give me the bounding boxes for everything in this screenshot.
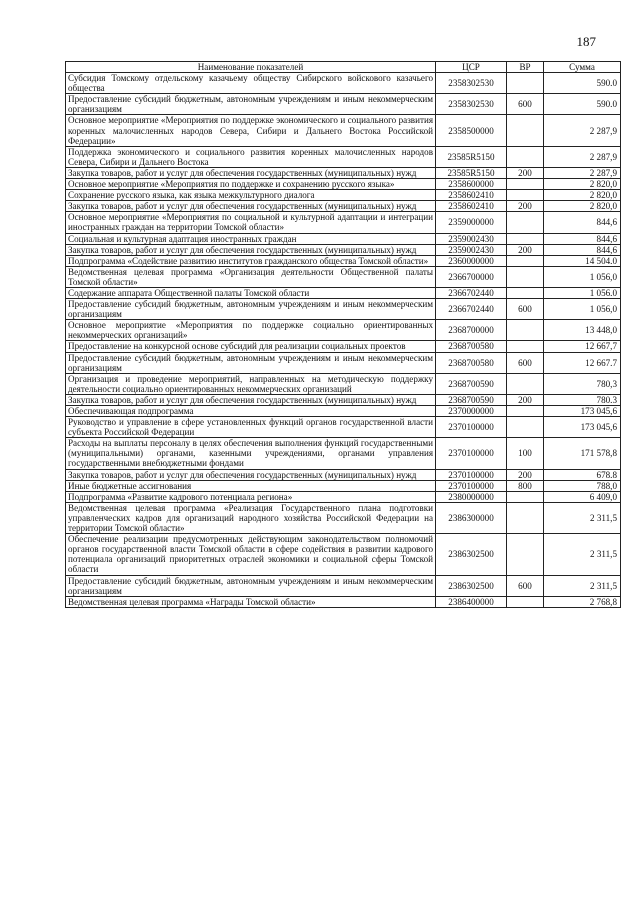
- cell-vr: [507, 179, 544, 190]
- cell-code: 2359002430: [436, 244, 507, 255]
- cell-vr: 800: [507, 480, 544, 491]
- cell-vr: 600: [507, 94, 544, 115]
- cell-name: Основное мероприятие «Мероприятия по поддержке социально ориентированных некоммерческих организаций»: [66, 320, 436, 341]
- table-row: [66, 575, 621, 596]
- cell-vr: 200: [507, 244, 544, 255]
- table-row: [66, 179, 621, 190]
- budget-table: [65, 61, 621, 608]
- cell-vr: [507, 115, 544, 146]
- table-row: [66, 406, 621, 417]
- cell-name: Предоставление на конкурсной основе субсидий для реализации социальных проектов: [66, 341, 436, 352]
- cell-code: 2358302530: [436, 73, 507, 94]
- table-row: [66, 534, 621, 575]
- cell-name: Иные бюджетные ассигнования: [66, 480, 436, 491]
- table-row: [66, 201, 621, 212]
- cell-sum: 788,0: [544, 480, 621, 491]
- cell-vr: 200: [507, 201, 544, 212]
- cell-code: 2360000000: [436, 255, 507, 266]
- cell-vr: 100: [507, 438, 544, 469]
- cell-name: Предоставление субсидий бюджетным, автономным учреждениям и иным некоммерческим организациям: [66, 352, 436, 373]
- table-row: [66, 94, 621, 115]
- cell-code: 2370100000: [436, 438, 507, 469]
- table-row: [66, 244, 621, 255]
- cell-sum: 844,6: [544, 212, 621, 233]
- cell-name: Содержание аппарата Общественной палаты Томской области: [66, 287, 436, 298]
- table-row: [66, 596, 621, 607]
- cell-sum: 844,6: [544, 244, 621, 255]
- cell-code: 2380000000: [436, 491, 507, 502]
- cell-vr: [507, 406, 544, 417]
- cell-vr: [507, 190, 544, 201]
- cell-sum: 6 409,0: [544, 491, 621, 502]
- cell-vr: [507, 73, 544, 94]
- cell-code: 2386300000: [436, 502, 507, 533]
- table-row: [66, 190, 621, 201]
- cell-name: Основное мероприятие «Мероприятия по социальной и культурной адаптации и интеграции иностранных граждан на территории Томской области»: [66, 212, 436, 233]
- cell-vr: [507, 502, 544, 533]
- cell-vr: 600: [507, 575, 544, 596]
- cell-vr: [507, 417, 544, 438]
- header-vr: ВР: [507, 62, 544, 73]
- table-row: [66, 299, 621, 320]
- cell-vr: [507, 373, 544, 394]
- cell-sum: 2 287,9: [544, 146, 621, 167]
- cell-code: 2358602410: [436, 190, 507, 201]
- table-row: [66, 115, 621, 146]
- cell-name: Организация и проведение мероприятий, направленных на методическую поддержку деятельности социально ориентированных некоммерческих организаций: [66, 373, 436, 394]
- cell-name: Ведомственная целевая программа «Награды Томской области»: [66, 596, 436, 607]
- table-row: [66, 480, 621, 491]
- table-row: [66, 167, 621, 178]
- cell-sum: 14 504.0: [544, 255, 621, 266]
- cell-code: 2358500000: [436, 115, 507, 146]
- cell-sum: 2 311,5: [544, 575, 621, 596]
- cell-sum: 173 045,6: [544, 406, 621, 417]
- cell-code: 2370100000: [436, 469, 507, 480]
- cell-sum: 173 045,6: [544, 417, 621, 438]
- cell-vr: 200: [507, 167, 544, 178]
- cell-name: Основное мероприятие «Мероприятия по поддержке экономического и социального развития коренных малочисленных народов Севера, Сибири и Дальнего Востока Российской Федерации»: [66, 115, 436, 146]
- cell-code: 2386400000: [436, 596, 507, 607]
- cell-sum: 12 667.7: [544, 352, 621, 373]
- cell-sum: 780.3: [544, 394, 621, 405]
- table-row: [66, 73, 621, 94]
- cell-sum: 678.8: [544, 469, 621, 480]
- cell-sum: 590.0: [544, 73, 621, 94]
- header-name: Наименование показателей: [66, 62, 436, 73]
- cell-name: Сохранение русского языка, как языка межкультурного диалога: [66, 190, 436, 201]
- cell-vr: 600: [507, 352, 544, 373]
- cell-sum: 2 287,9: [544, 115, 621, 146]
- cell-name: Субсидия Томскому отдельскому казачьему обществу Сибирского войскового казачьего общества: [66, 73, 436, 94]
- table-row: [66, 341, 621, 352]
- cell-name: Предоставление субсидий бюджетным, автономным учреждениям и иным некоммерческим организациям: [66, 94, 436, 115]
- cell-code: 2386302500: [436, 575, 507, 596]
- cell-code: 2370000000: [436, 406, 507, 417]
- cell-vr: 200: [507, 469, 544, 480]
- cell-name: Предоставление субсидий бюджетным, автономным учреждениям и иным некоммерческим организациям: [66, 575, 436, 596]
- cell-code: 2386302500: [436, 534, 507, 575]
- cell-code: 2358600000: [436, 179, 507, 190]
- cell-code: 2359002430: [436, 233, 507, 244]
- cell-vr: [507, 233, 544, 244]
- table-row: [66, 233, 621, 244]
- cell-vr: [507, 255, 544, 266]
- cell-vr: [507, 534, 544, 575]
- cell-name: Социальная и культурная адаптация иностранных граждан: [66, 233, 436, 244]
- cell-code: 2368700000: [436, 320, 507, 341]
- cell-name: Закупка товаров, работ и услуг для обеспечения государственных (муниципальных) нужд: [66, 394, 436, 405]
- cell-name: Закупка товаров, работ и услуг для обеспечения государственных (муниципальных) нужд: [66, 201, 436, 212]
- cell-code: 2358602410: [436, 201, 507, 212]
- header-sum: Сумма: [544, 62, 621, 73]
- cell-sum: 2 287,9: [544, 167, 621, 178]
- cell-code: 2359000000: [436, 212, 507, 233]
- cell-name: Обеспечивающая подпрограмма: [66, 406, 436, 417]
- table-row: [66, 438, 621, 469]
- cell-name: Основное мероприятие «Мероприятия по поддержке и сохранению русского языка»: [66, 179, 436, 190]
- table-row: [66, 266, 621, 287]
- cell-vr: [507, 596, 544, 607]
- cell-code: 2370100000: [436, 417, 507, 438]
- cell-sum: 12 667,7: [544, 341, 621, 352]
- cell-code: 2368700580: [436, 341, 507, 352]
- cell-sum: 2 820,0: [544, 201, 621, 212]
- cell-sum: 2 820,0: [544, 179, 621, 190]
- cell-vr: [507, 491, 544, 502]
- cell-name: Поддержка экономического и социального развития коренных малочисленных народов Севера, Сибири и Дальнего Востока: [66, 146, 436, 167]
- cell-code: 2366700000: [436, 266, 507, 287]
- table-row: [66, 502, 621, 533]
- cell-code: 2358302530: [436, 94, 507, 115]
- table-row: [66, 255, 621, 266]
- cell-vr: [507, 320, 544, 341]
- cell-name: Расходы на выплаты персоналу в целях обеспечения выполнения функций государственными (муниципальными) органами, казенными учреждениями, органами управления государственными внебюджетными фондами: [66, 438, 436, 469]
- cell-vr: [507, 266, 544, 287]
- cell-sum: 2 311,5: [544, 502, 621, 533]
- cell-vr: 600: [507, 299, 544, 320]
- cell-sum: 171 578,8: [544, 438, 621, 469]
- table-row: [66, 417, 621, 438]
- cell-code: 2370100000: [436, 480, 507, 491]
- table-header-row: [66, 62, 621, 73]
- table-row: [66, 491, 621, 502]
- cell-code: 2366702440: [436, 299, 507, 320]
- table-row: [66, 320, 621, 341]
- table-row: [66, 394, 621, 405]
- page-number: 187: [576, 34, 596, 49]
- table-row: [66, 373, 621, 394]
- cell-sum: 780,3: [544, 373, 621, 394]
- cell-name: Предоставление субсидий бюджетным, автономным учреждениям и иным некоммерческим организациям: [66, 299, 436, 320]
- cell-code: 2366702440: [436, 287, 507, 298]
- cell-vr: [507, 287, 544, 298]
- cell-name: Ведомственная целевая программа «Реализация Государственного плана подготовки управленческих кадров для организаций народного хозяйства Российской Федерации на территории Томской области»: [66, 502, 436, 533]
- table-row: [66, 212, 621, 233]
- cell-name: Обеспечение реализации предусмотренных действующим законодательством полномочий органов государственной власти Томской области в сфере содействия в развитии кадрового потенциала организаций приоритетных отраслей экономики и социальной сферы Томской области: [66, 534, 436, 575]
- cell-name: Руководство и управление в сфере установленных функций органов государственной власти субъекта Российской Федерации: [66, 417, 436, 438]
- table-row: [66, 352, 621, 373]
- cell-code: 2368700590: [436, 373, 507, 394]
- cell-vr: 200: [507, 394, 544, 405]
- header-code: ЦСР: [436, 62, 507, 73]
- cell-name: Закупка товаров, работ и услуг для обеспечения государственных (муниципальных) нужд: [66, 244, 436, 255]
- cell-code: 23585R5150: [436, 167, 507, 178]
- cell-sum: 2 311,5: [544, 534, 621, 575]
- cell-sum: 1 056.0: [544, 287, 621, 298]
- cell-code: 2368700590: [436, 394, 507, 405]
- cell-vr: [507, 212, 544, 233]
- cell-name: Закупка товаров, работ и услуг для обеспечения государственных (муниципальных) нужд: [66, 167, 436, 178]
- cell-sum: 13 448,0: [544, 320, 621, 341]
- cell-sum: 590.0: [544, 94, 621, 115]
- cell-name: Подпрограмма «Содействие развитию институтов гражданского общества Томской области»: [66, 255, 436, 266]
- cell-vr: [507, 146, 544, 167]
- cell-sum: 1 056,0: [544, 299, 621, 320]
- table-row: [66, 146, 621, 167]
- cell-vr: [507, 341, 544, 352]
- cell-sum: 2 820,0: [544, 190, 621, 201]
- cell-sum: 844,6: [544, 233, 621, 244]
- table-row: [66, 469, 621, 480]
- table-row: [66, 287, 621, 298]
- cell-code: 23585R5150: [436, 146, 507, 167]
- cell-sum: 1 056,0: [544, 266, 621, 287]
- cell-code: 2368700580: [436, 352, 507, 373]
- cell-name: Подпрограмма «Развитие кадрового потенциала региона»: [66, 491, 436, 502]
- cell-name: Ведомственная целевая программа «Организация деятельности Общественной палаты Томской области»: [66, 266, 436, 287]
- cell-sum: 2 768,8: [544, 596, 621, 607]
- cell-name: Закупка товаров, работ и услуг для обеспечения государственных (муниципальных) нужд: [66, 469, 436, 480]
